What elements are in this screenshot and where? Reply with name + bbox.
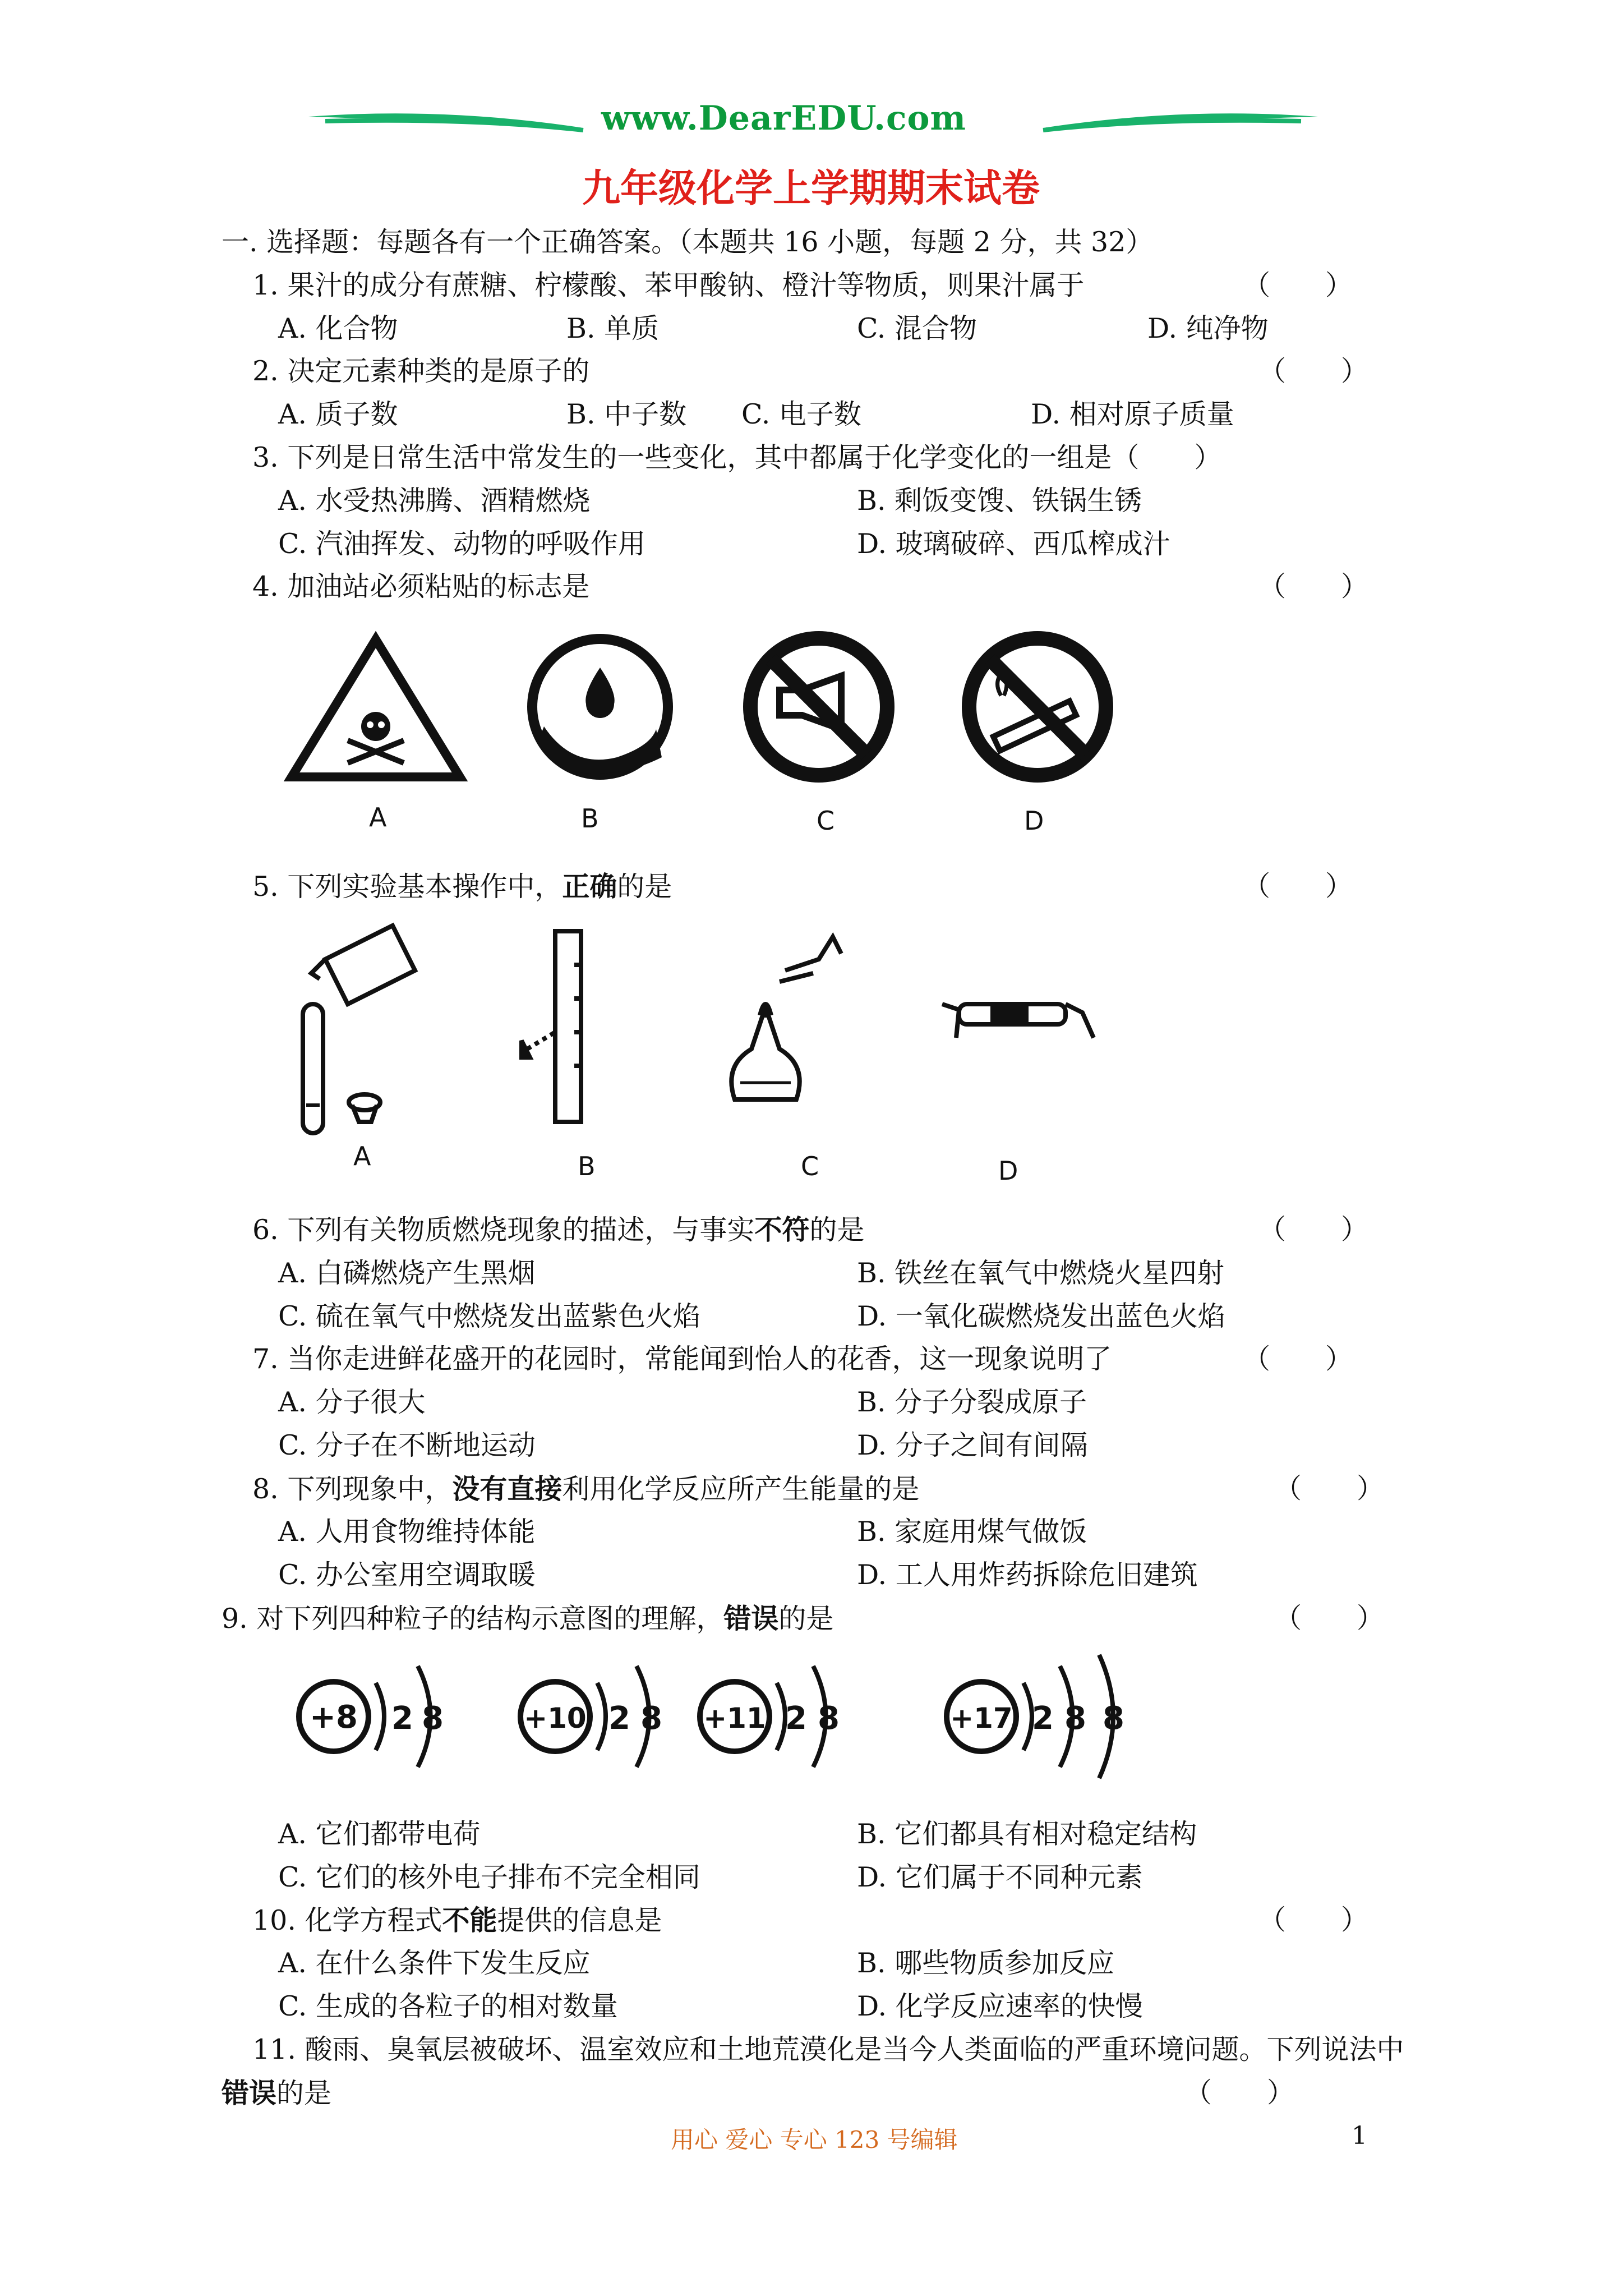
section-heading: 一. 选择题：每题各有一个正确答案。（本题共 16 小题，每题 2 分，共 32） — [222, 226, 1154, 258]
q9-particle-diagrams — [292, 1649, 1166, 1795]
q5-answer-paren: （ ） — [1243, 870, 1353, 902]
q2-option-c: C. 电子数 — [741, 398, 861, 430]
q7-answer-paren: （ ） — [1243, 1343, 1353, 1375]
site-name: www.DearEDU.com — [601, 99, 967, 138]
pouring-liquid-icon — [303, 926, 415, 1133]
q7-option-d: D. 分子之间有间隔 — [857, 1429, 1088, 1461]
heating-test-tube-icon — [942, 1004, 1094, 1038]
particle-structure-2 — [520, 1666, 662, 1767]
q9-option-a: A. 它们都带电荷 — [278, 1818, 481, 1850]
q5-label-c: C — [801, 1151, 819, 1181]
q10-option-c: C. 生成的各粒子的相对数量 — [278, 1990, 618, 2022]
q11-stem: 11. 酸雨、臭氧层被破坏、温室效应和土地荒漠化是当今人类面临的严重环境问题。下列说法中 — [252, 2033, 1404, 2065]
q10-option-b: B. 哪些物质参加反应 — [857, 1947, 1115, 1979]
q9-option-b: B. 它们都具有相对稳定结构 — [857, 1818, 1197, 1850]
toxic-sign-icon — [292, 639, 460, 777]
q10-stem: 10. 化学方程式不能提供的信息是 — [252, 1904, 662, 1936]
q5-operation-figures — [280, 920, 1122, 1156]
q4-label-c: C — [817, 806, 835, 836]
q4-label-b: B — [581, 803, 599, 834]
q6-stem: 6. 下列有关物质燃烧现象的描述，与事实不符的是 — [252, 1213, 865, 1246]
svg-text:8: 8 — [1064, 1700, 1086, 1737]
q2-stem: 2. 决定元素种类的是原子的 — [252, 355, 590, 387]
q5-label-b: B — [578, 1151, 596, 1181]
svg-text:2: 2 — [608, 1700, 630, 1737]
q10-answer-paren: （ ） — [1258, 1904, 1369, 1936]
q8-option-a: A. 人用食物维持体能 — [278, 1516, 536, 1548]
q3-stem: 3. 下列是日常生活中常发生的一些变化，其中都属于化学变化的一组是（ ） — [252, 441, 1222, 473]
q3-option-a: A. 水受热沸腾、酒精燃烧 — [278, 485, 591, 517]
q2-option-a: A. 质子数 — [278, 398, 398, 430]
nucleus-charge-3: +11 — [703, 1702, 766, 1734]
q8-option-c: C. 办公室用空调取暖 — [278, 1559, 536, 1591]
q4-stem: 4. 加油站必须粘贴的标志是 — [252, 570, 590, 602]
q1-option-a: A. 化合物 — [278, 312, 398, 344]
page-title: 九年级化学上学期期末试卷 — [582, 167, 1040, 211]
particle-structure-1 — [299, 1666, 444, 1767]
no-smoking-sign-icon — [969, 638, 1106, 775]
q6-option-b: B. 铁丝在氧气中燃烧火星四射 — [857, 1257, 1225, 1289]
q3-option-b: B. 剩饭变馊、铁锅生锈 — [857, 485, 1142, 517]
q10-option-a: A. 在什么条件下发生反应 — [278, 1947, 591, 1979]
q5-stem: 5. 下列实验基本操作中，正确的是 — [252, 870, 672, 903]
page-number: 1 — [1352, 2122, 1367, 2150]
particle-structure-3 — [700, 1666, 840, 1767]
svg-text:2: 2 — [785, 1700, 807, 1737]
q1-answer-paren: （ ） — [1243, 269, 1353, 301]
q1-stem: 1. 果汁的成分有蔗糖、柠檬酸、苯甲酸钠、橙汁等物质，则果汁属于 — [252, 269, 1085, 301]
q4-label-a: A — [369, 802, 387, 832]
q7-option-a: A. 分子很大 — [278, 1386, 426, 1418]
q6-option-d: D. 一氧化碳燃烧发出蓝色火焰 — [857, 1300, 1225, 1332]
q8-option-d: D. 工人用炸药拆除危旧建筑 — [857, 1559, 1198, 1591]
q5-label-d: D — [998, 1156, 1018, 1186]
q9-answer-paren: （ ） — [1274, 1602, 1385, 1634]
q6-answer-paren: （ ） — [1258, 1213, 1369, 1245]
q3-option-d: D. 玻璃破碎、西瓜榨成汁 — [857, 528, 1170, 560]
q9-stem: 9. 对下列四种粒子的结构示意图的理解，错误的是 — [222, 1602, 834, 1635]
q8-option-b: B. 家庭用煤气做饭 — [857, 1516, 1087, 1548]
svg-text:2: 2 — [391, 1700, 413, 1737]
q11-answer-paren: （ ） — [1184, 2077, 1295, 2109]
q8-stem: 8. 下列现象中，没有直接利用化学反应所产生能量的是 — [252, 1473, 920, 1505]
q4-sign-figures — [280, 628, 1133, 808]
q2-option-b: B. 中子数 — [566, 398, 687, 430]
q7-option-b: B. 分子分裂成原子 — [857, 1386, 1087, 1418]
svg-text:8: 8 — [818, 1700, 840, 1737]
svg-text:8: 8 — [422, 1700, 444, 1737]
q4-answer-paren: （ ） — [1258, 570, 1369, 602]
svg-text:2: 2 — [1032, 1700, 1054, 1737]
nucleus-charge-1: +8 — [310, 1699, 358, 1736]
q2-answer-paren: （ ） — [1258, 355, 1369, 387]
nucleus-charge-2: +10 — [524, 1702, 587, 1734]
q9-option-d: D. 它们属于不同种元素 — [857, 1861, 1143, 1893]
q11-stem-line2: 错误的是 — [222, 2077, 332, 2109]
q1-option-d: D. 纯净物 — [1147, 312, 1269, 344]
q6-option-c: C. 硫在氧气中燃烧发出蓝紫色火焰 — [278, 1300, 700, 1332]
q10-option-d: D. 化学反应速率的快慢 — [857, 1990, 1143, 2022]
particle-structure-4 — [947, 1655, 1124, 1778]
no-horn-sign-icon — [750, 638, 887, 775]
q8-answer-paren: （ ） — [1274, 1473, 1385, 1504]
corrosive-sign-icon — [527, 634, 673, 780]
q1-option-b: B. 单质 — [566, 312, 660, 344]
measuring-cylinder-icon — [522, 931, 581, 1122]
q2-option-d: D. 相对原子质量 — [1031, 398, 1234, 430]
nucleus-charge-4: +17 — [950, 1702, 1013, 1734]
q9-option-c: C. 它们的核外电子排布不完全相同 — [278, 1861, 700, 1893]
q4-label-d: D — [1024, 806, 1044, 836]
page-footer: 用心 爱心 专心 123 号编辑 — [671, 2126, 958, 2154]
svg-text:8: 8 — [640, 1700, 662, 1737]
q1-option-c: C. 混合物 — [857, 312, 977, 344]
svg-text:8: 8 — [1103, 1700, 1124, 1737]
q7-stem: 7. 当你走进鲜花盛开的花园时，常能闻到怡人的花香，这一现象说明了 — [252, 1343, 1112, 1375]
q3-option-c: C. 汽油挥发、动物的呼吸作用 — [278, 528, 645, 560]
q6-option-a: A. 白磷燃烧产生黑烟 — [278, 1257, 536, 1289]
q7-option-c: C. 分子在不断地运动 — [278, 1429, 536, 1461]
alcohol-lamp-icon — [731, 937, 841, 1099]
q5-label-a: A — [353, 1141, 371, 1171]
